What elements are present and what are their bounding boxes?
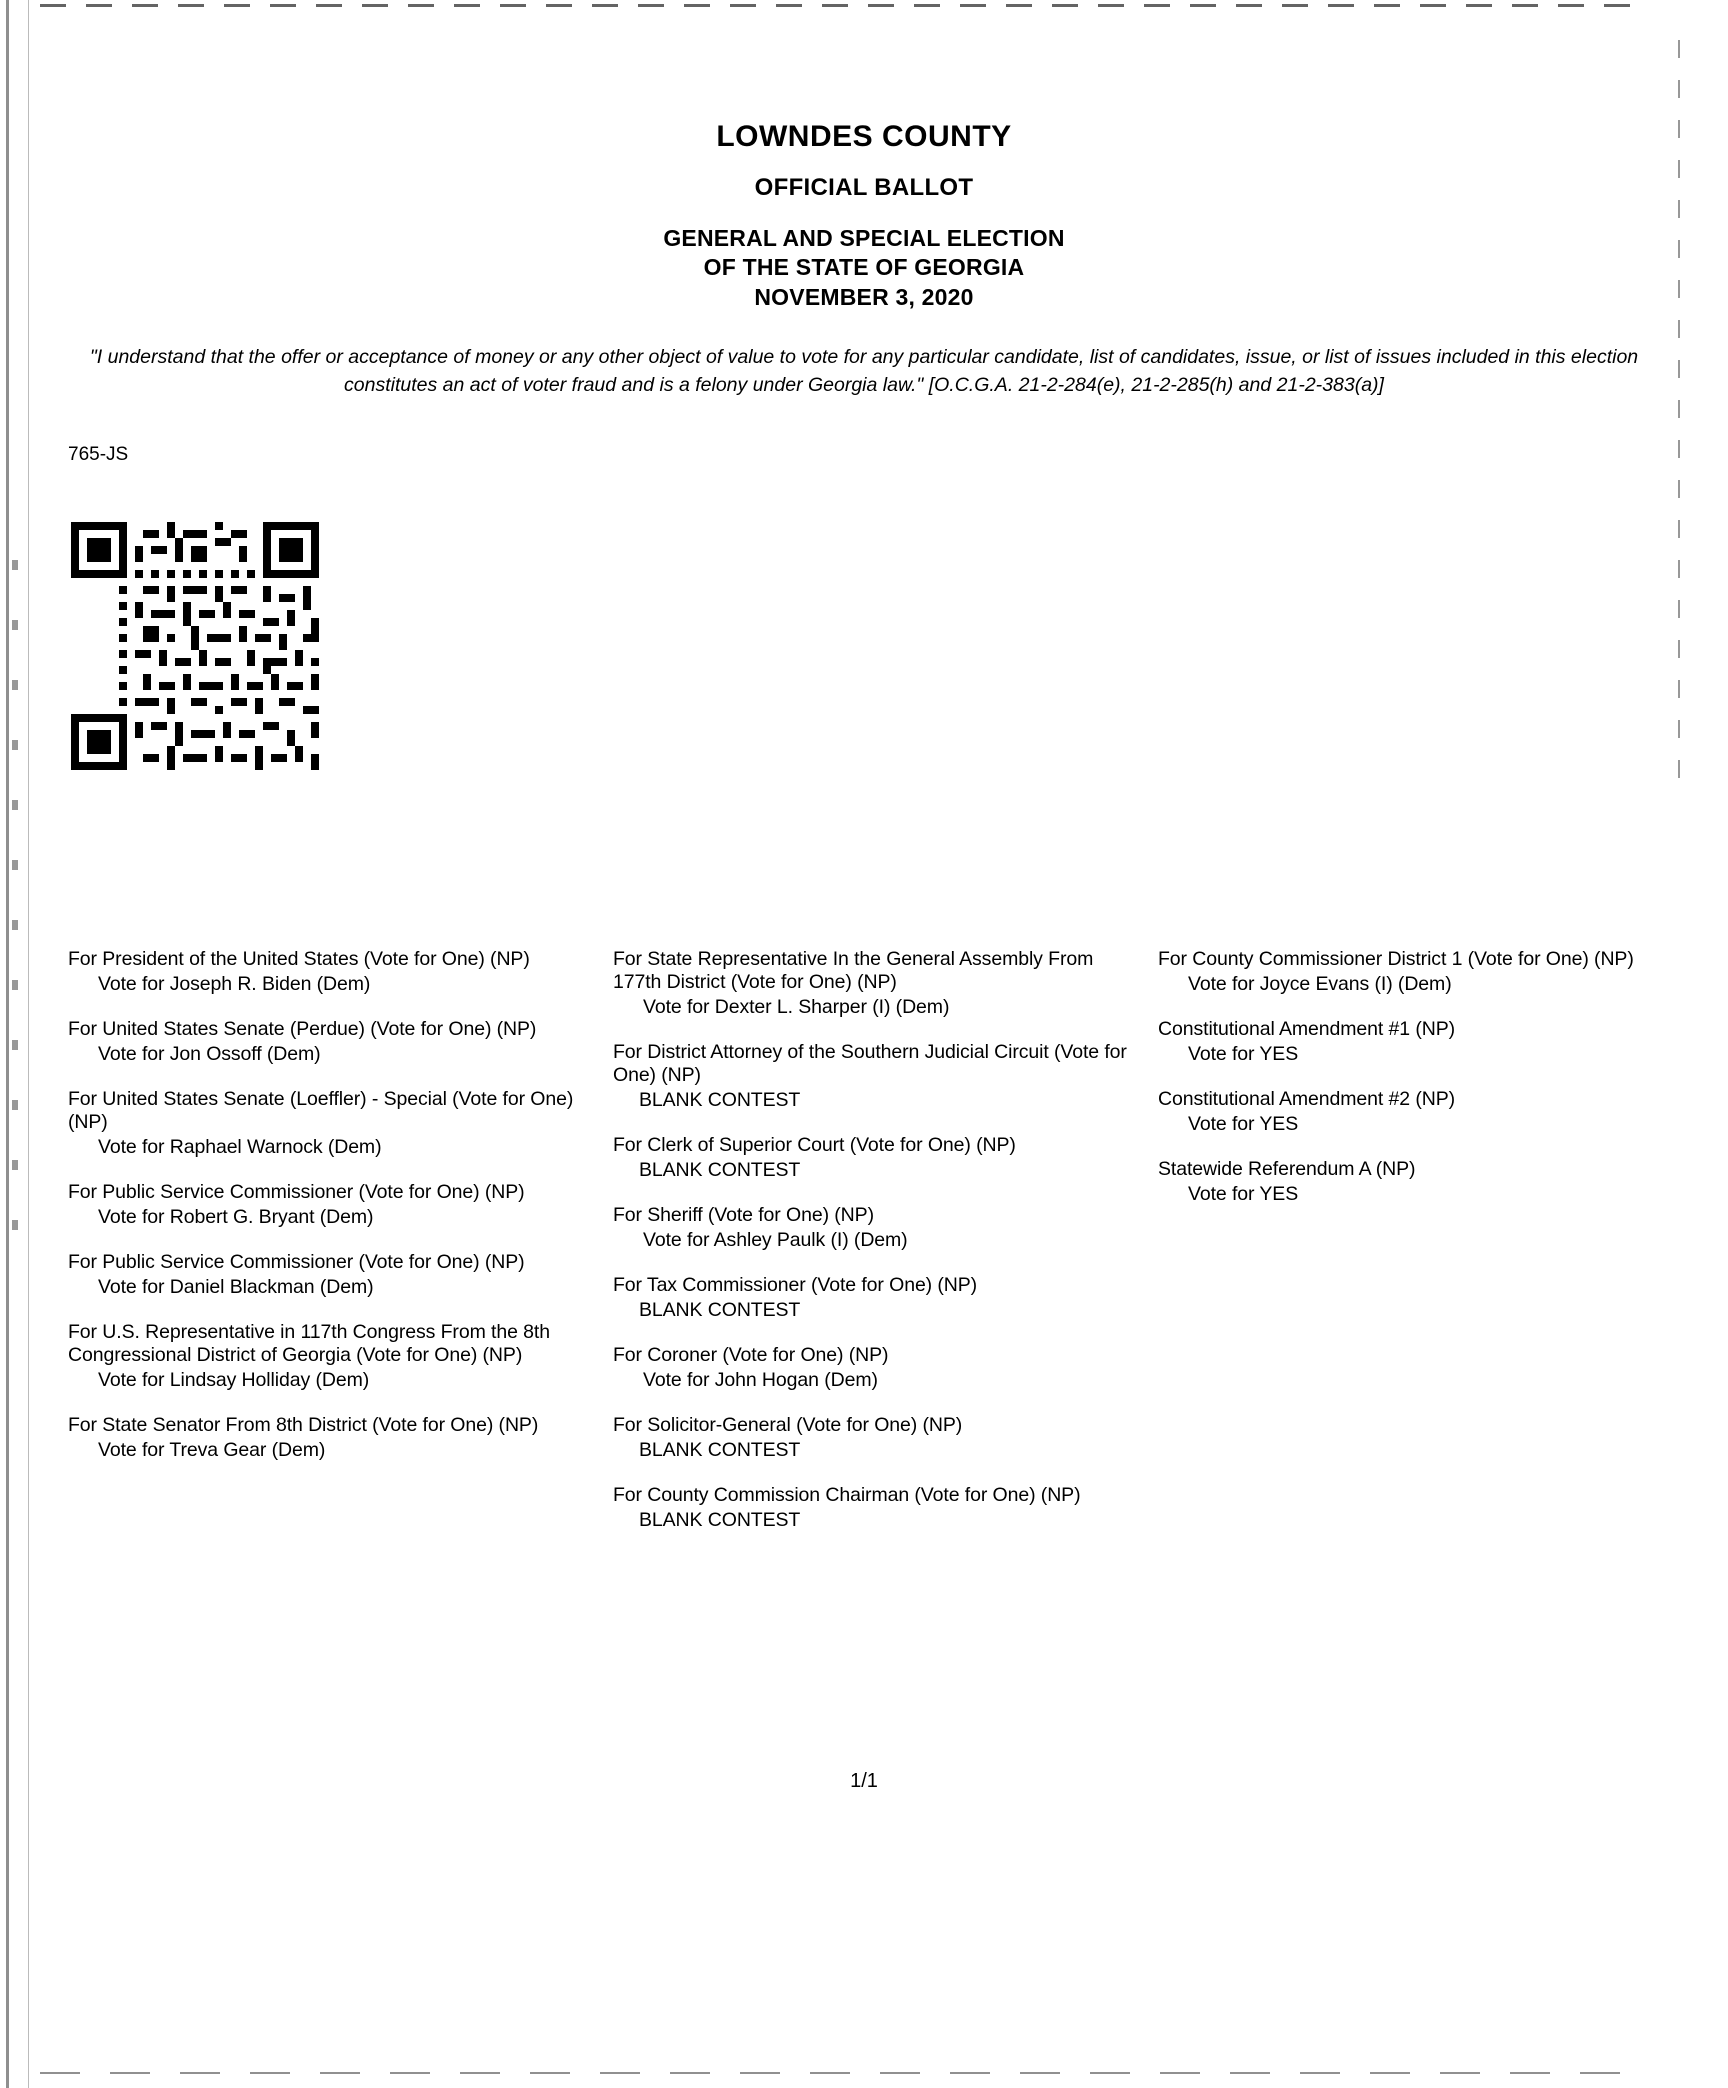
contest-title: For County Commissioner District 1 (Vote for One) (NP) bbox=[1158, 948, 1634, 970]
contest-title: For President of the United States (Vote for One) (NP) bbox=[68, 948, 530, 970]
election-title-line-2: OF THE STATE OF GEORGIA bbox=[703, 254, 1025, 281]
contest-title: For Tax Commissioner (Vote for One) (NP) bbox=[613, 1274, 978, 1296]
contest-selection: BLANK CONTEST bbox=[639, 1439, 801, 1461]
contest-block bbox=[1158, 1088, 1652, 1136]
contest-title: Constitutional Amendment #1 (NP) bbox=[1158, 1018, 1456, 1040]
contest-block bbox=[1158, 1018, 1652, 1066]
contest-block bbox=[1158, 1158, 1652, 1206]
contest-block bbox=[613, 1134, 1142, 1182]
contest-selection: Vote for YES bbox=[1188, 1183, 1299, 1205]
contest-selection: Vote for Joseph R. Biden (Dem) bbox=[98, 973, 371, 995]
contest-selection: Vote for Robert G. Bryant (Dem) bbox=[98, 1206, 374, 1228]
ballot-column-1 bbox=[68, 948, 613, 1554]
ballot-column-3 bbox=[1158, 948, 1668, 1554]
contest-block bbox=[613, 1344, 1142, 1392]
contest-title: For District Attorney of the Southern Judicial Circuit (Vote for One) (NP) bbox=[613, 1041, 1127, 1086]
contest-selection: Vote for John Hogan (Dem) bbox=[643, 1369, 878, 1391]
contest-block bbox=[68, 1251, 597, 1299]
contest-block bbox=[68, 948, 597, 996]
contest-selection: BLANK CONTEST bbox=[639, 1509, 801, 1531]
ballot-header bbox=[0, 120, 1728, 312]
contest-selection: BLANK CONTEST bbox=[639, 1089, 801, 1111]
ballot-contests-columns bbox=[68, 948, 1668, 1554]
contest-selection: Vote for YES bbox=[1188, 1113, 1299, 1135]
contest-title: Statewide Referendum A (NP) bbox=[1158, 1158, 1416, 1180]
contest-block bbox=[68, 1414, 597, 1462]
contest-block bbox=[613, 1414, 1142, 1462]
contest-selection: Vote for Lindsay Holliday (Dem) bbox=[98, 1369, 370, 1391]
contest-selection: Vote for Dexter L. Sharper (I) (Dem) bbox=[643, 996, 950, 1018]
contest-title: For Clerk of Superior Court (Vote for One) (NP) bbox=[613, 1134, 1016, 1156]
contest-selection: Vote for Treva Gear (Dem) bbox=[98, 1439, 326, 1461]
contest-title: For County Commission Chairman (Vote for One) (NP) bbox=[613, 1484, 1081, 1506]
contest-block bbox=[613, 1484, 1142, 1532]
contest-title: For Solicitor-General (Vote for One) (NP) bbox=[613, 1414, 963, 1436]
contest-selection: Vote for Joyce Evans (I) (Dem) bbox=[1188, 973, 1452, 995]
contest-title: For State Representative In the General Assembly From 177th District (Vote for One) (NP) bbox=[613, 948, 1094, 993]
voter-fraud-oath-text: "I understand that the offer or acceptance of money or any other object of value to vote for any particular candidate, list of candidates, issue, or list of issues included in this election constitutes an act of voter fraud and is a felony under Georgia law." [O.C.G.A. 21-2-284(e), 21-2-285(h) and 21-2-383(a)] bbox=[89, 346, 1639, 396]
page-title: LOWNDES COUNTY bbox=[716, 120, 1012, 153]
contest-title: For Sheriff (Vote for One) (NP) bbox=[613, 1204, 874, 1226]
contest-selection: Vote for YES bbox=[1188, 1043, 1299, 1065]
contest-block bbox=[68, 1321, 597, 1392]
contest-selection: BLANK CONTEST bbox=[639, 1159, 801, 1181]
contest-selection: Vote for Raphael Warnock (Dem) bbox=[98, 1136, 382, 1158]
contest-block bbox=[613, 1274, 1142, 1322]
contest-block bbox=[613, 1041, 1142, 1112]
ballot-type-label: OFFICIAL BALLOT bbox=[754, 174, 974, 201]
ballot-style-id: 765-JS bbox=[68, 443, 129, 465]
election-title-line-1: GENERAL AND SPECIAL ELECTION bbox=[663, 225, 1065, 251]
contest-selection: Vote for Ashley Paulk (I) (Dem) bbox=[643, 1229, 908, 1251]
contest-title: For Coroner (Vote for One) (NP) bbox=[613, 1344, 889, 1366]
contest-title: Constitutional Amendment #2 (NP) bbox=[1158, 1088, 1456, 1110]
contest-block bbox=[68, 1181, 597, 1229]
contest-title: For United States Senate (Perdue) (Vote for One) (NP) bbox=[68, 1018, 537, 1040]
contest-title: For State Senator From 8th District (Vote for One) (NP) bbox=[68, 1414, 539, 1436]
contest-selection: Vote for Jon Ossoff (Dem) bbox=[98, 1043, 321, 1065]
qr-code-image bbox=[70, 522, 350, 782]
ballot-column-2 bbox=[613, 948, 1158, 1554]
contest-block bbox=[68, 1018, 597, 1066]
contest-title: For Public Service Commissioner (Vote for One) (NP) bbox=[68, 1181, 525, 1203]
contest-title: For U.S. Representative in 117th Congress From the 8th Congressional District of Georgia (Vote for One) (NP) bbox=[68, 1321, 550, 1366]
election-date: NOVEMBER 3, 2020 bbox=[754, 283, 974, 310]
contest-title: For United States Senate (Loeffler) - Special (Vote for One) (NP) bbox=[68, 1088, 574, 1133]
page-number: 1/1 bbox=[850, 1770, 878, 1792]
contest-block bbox=[613, 948, 1142, 1019]
contest-block bbox=[68, 1088, 597, 1159]
contest-selection: BLANK CONTEST bbox=[639, 1299, 801, 1321]
contest-block bbox=[613, 1204, 1142, 1252]
contest-title: For Public Service Commissioner (Vote for One) (NP) bbox=[68, 1251, 525, 1273]
contest-block bbox=[1158, 948, 1652, 996]
contest-selection: Vote for Daniel Blackman (Dem) bbox=[98, 1276, 374, 1298]
